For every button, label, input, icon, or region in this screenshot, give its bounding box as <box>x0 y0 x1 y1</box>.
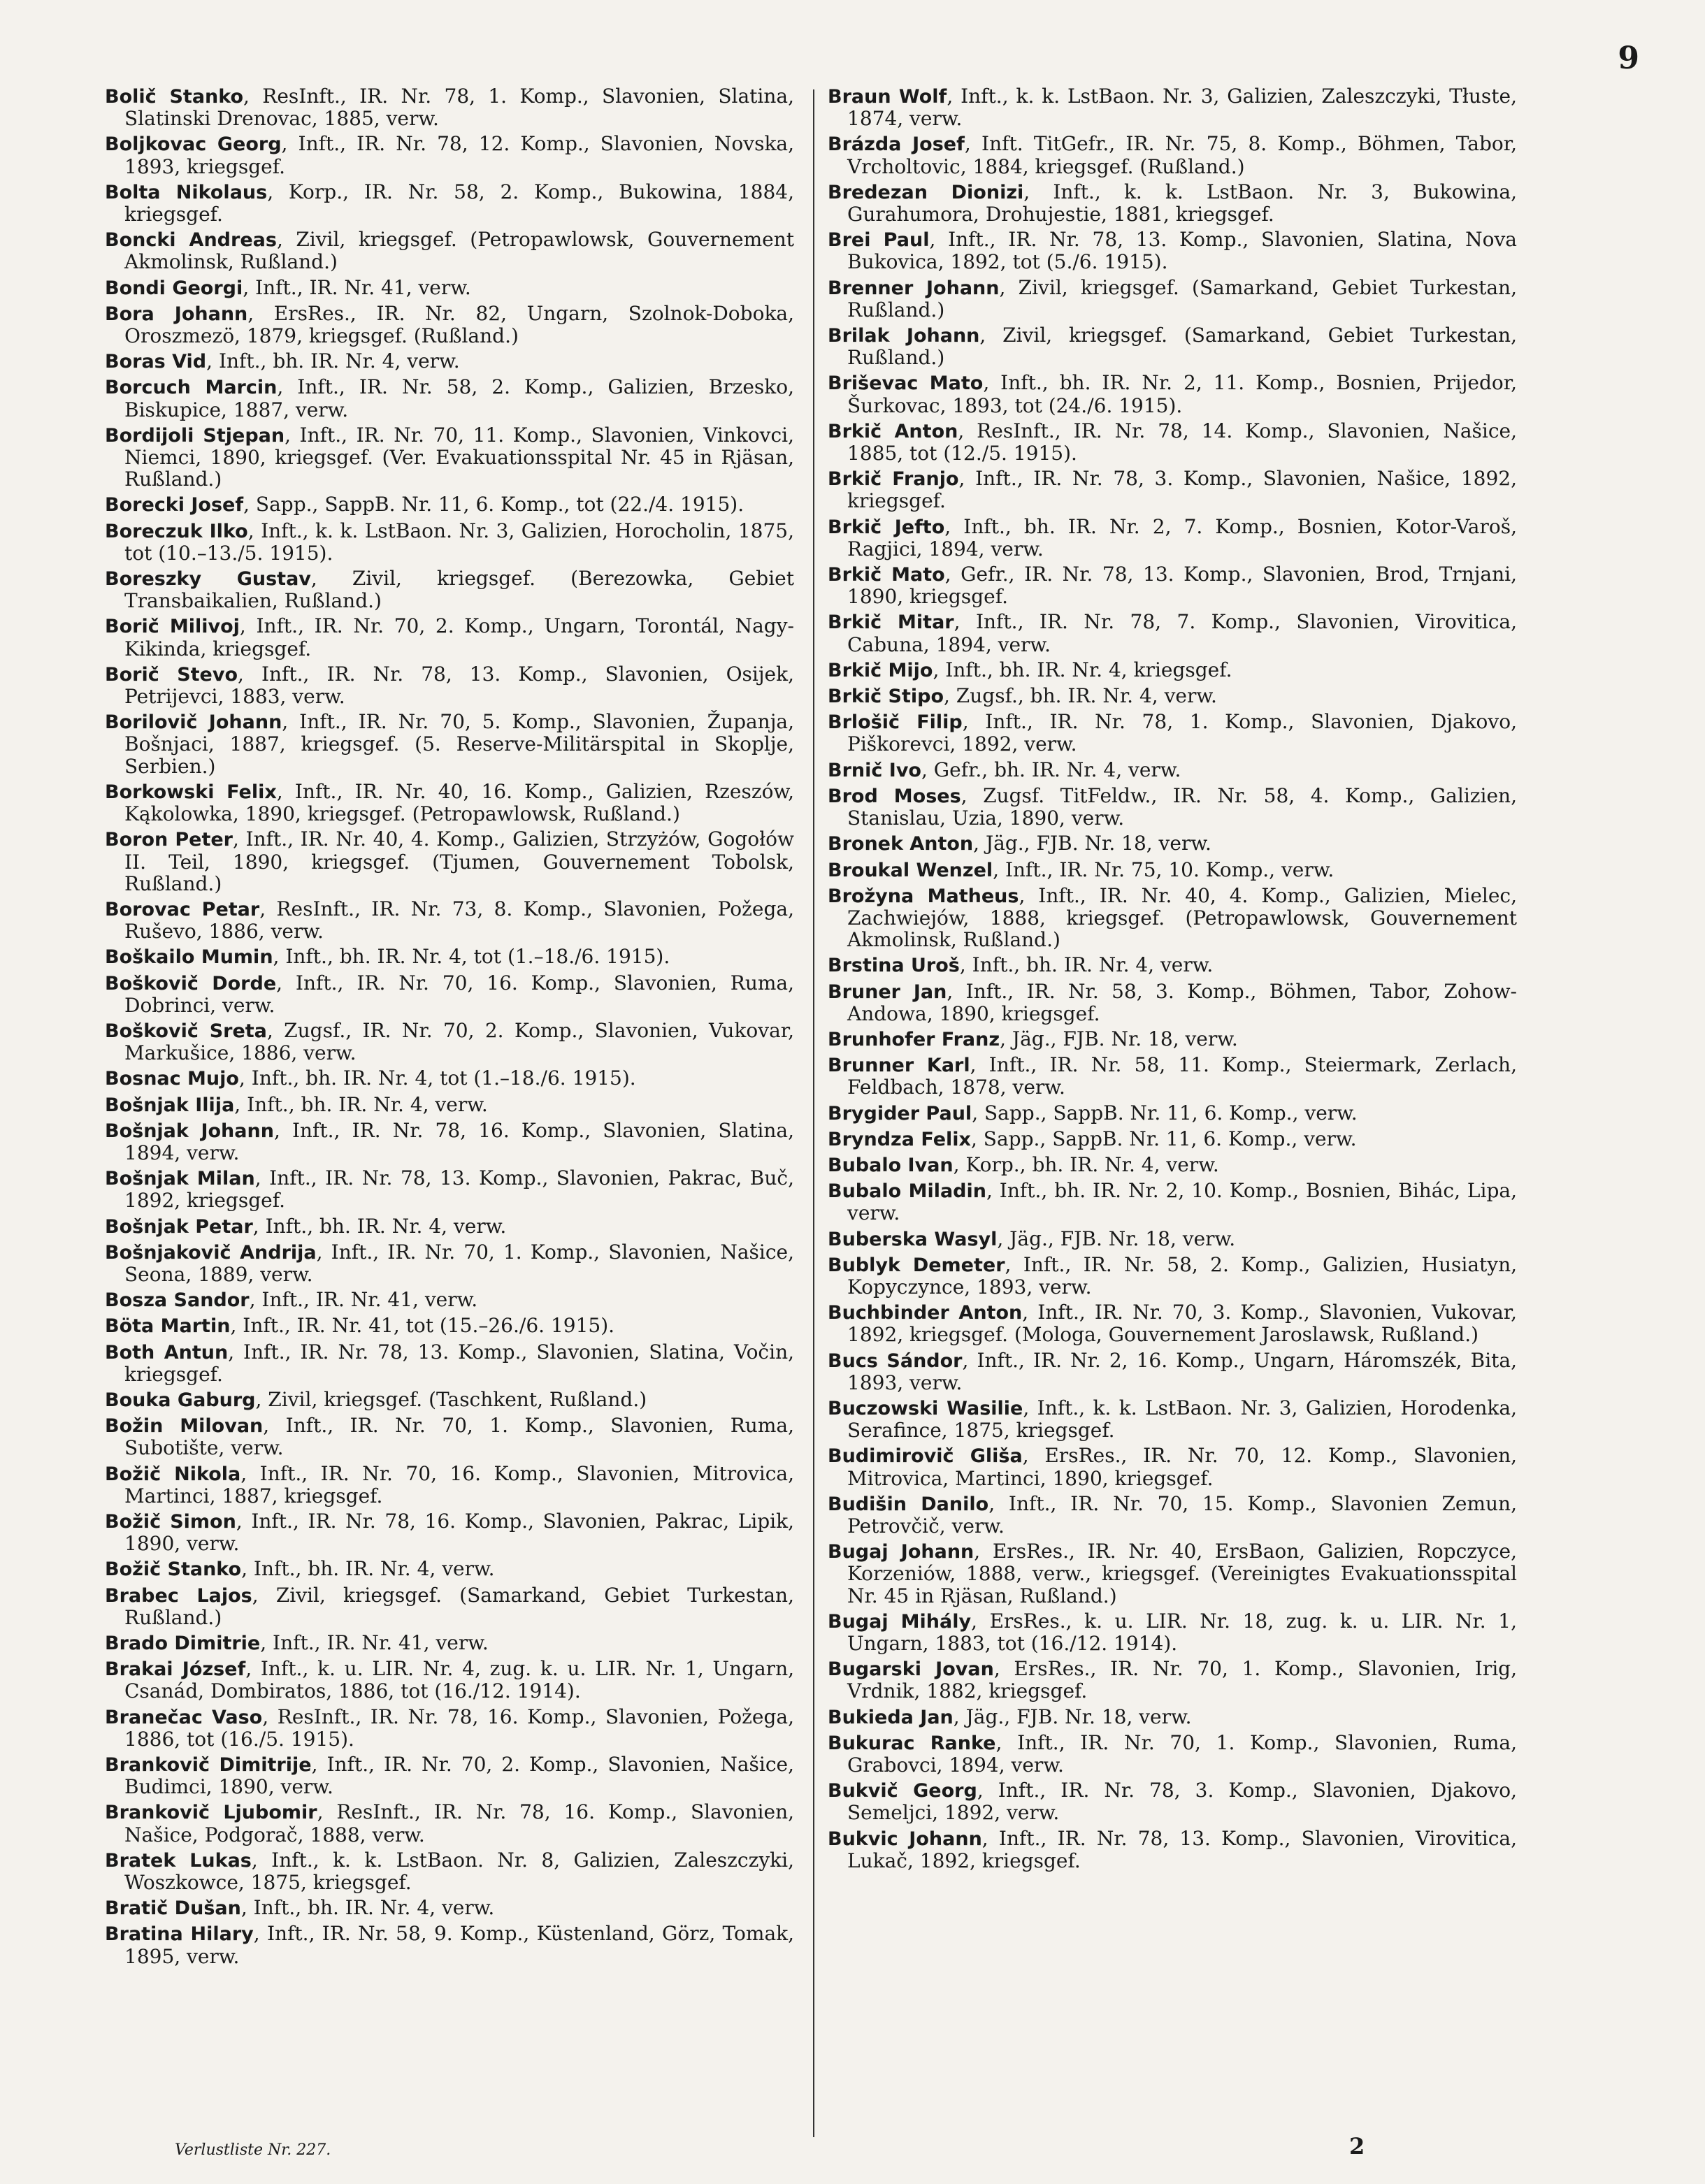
entry-details: , Inft., k. k. LstBaon. Nr. 3, Bukowina, Gurahumora, Drohujestie, 1881, kriegsgef. <box>847 180 1517 226</box>
list-entry <box>105 520 794 564</box>
entry-details: , Zivil, kriegsgef. (Berezowka, Gebiet Transbaikalien, Rußland.) <box>124 567 794 613</box>
entry-details: , Inft., IR. Nr. 58, 2. Komp., Galizien, Brzesko, Biskupice, 1887, verw. <box>124 375 795 421</box>
entry-details: , Zivil, kriegsgef. (Petropawlowsk, Gouvernement Akmolinsk, Rußland.) <box>124 228 794 274</box>
entry-name: Brkič Stipo <box>828 686 944 708</box>
entry-name: Brankovič Ljubomir <box>105 1802 317 1824</box>
entry-details: , Inft., bh. IR. Nr. 4, tot (1.–18./6. 1915). <box>238 1066 636 1090</box>
list-entry <box>105 277 794 299</box>
entry-name: Bosnac Mujo <box>105 1068 239 1090</box>
entry-name: Brlošič Filip <box>828 711 963 734</box>
entry-details: , Inft., IR. Nr. 70, 16. Komp., Slavonien, Mitrovica, Martinci, 1887, kriegsgef. <box>124 1461 794 1507</box>
list-entry <box>105 376 794 420</box>
entry-name: Bugarski Jovan <box>828 1658 994 1681</box>
list-entry <box>105 350 794 373</box>
list-entry <box>105 1632 794 1654</box>
entry-name: Brakai József <box>105 1658 246 1681</box>
entry-name: Boreszky Gustav <box>105 568 311 591</box>
entry-name: Boncki Andreas <box>105 229 277 252</box>
entry-details: , Inft., bh. IR. Nr. 4, tot (1.–18./6. 1915). <box>273 945 670 969</box>
list-entry <box>828 181 1517 225</box>
entry-name: Bolič Stanko <box>105 86 244 108</box>
entry-details: , Inft., IR. Nr. 58, 3. Komp., Böhmen, Tabor, Zohow-Andowa, 1890, kriegsgef. <box>847 979 1517 1025</box>
entry-details: , Inft., bh. IR. Nr. 2, 7. Komp., Bosnien, Kotor-Varoš, Ragjici, 1894, verw. <box>847 514 1517 561</box>
entry-name: Bukurac Ranke <box>828 1732 996 1754</box>
list-entry <box>105 1215 794 1238</box>
entry-details: , Inft., IR. Nr. 78, 13. Komp., Slavonien, Osijek, Petrijevci, 1883, verw. <box>124 662 794 709</box>
entry-name: Brázda Josef <box>828 133 965 156</box>
entry-name: Bucs Sándor <box>828 1350 963 1372</box>
list-entry <box>105 303 794 347</box>
list-entry <box>828 759 1517 781</box>
entry-details: , Sapp., SappB. Nr. 11, 6. Komp., tot (22./4. 1915). <box>243 493 744 516</box>
entry-name: Boras Vid <box>105 351 207 373</box>
entry-name: Buchbinder Anton <box>828 1302 1023 1324</box>
entry-name: Bugaj Johann <box>828 1541 974 1563</box>
list-entry <box>828 516 1517 560</box>
entry-details: , Inft., IR. Nr. 78, 13. Komp., Slavonien, Pakrac, Buč, 1892, kriegsgef. <box>124 1166 795 1213</box>
entry-name: Bruner Jan <box>828 981 947 1003</box>
list-entry <box>828 954 1517 976</box>
list-entry <box>105 1315 794 1337</box>
footer-list-number: Verlustliste Nr. 227. <box>175 2141 331 2159</box>
entry-details: , Inft., IR. Nr. 78, 3. Komp., Slavonien, Djakovo, Semeljci, 1892, verw. <box>847 1779 1518 1825</box>
list-entry <box>105 946 794 968</box>
entry-details: , Inft., IR. Nr. 70, 15. Komp., Slavonien Zemun, Petrovčič, verw. <box>847 1491 1517 1538</box>
entry-details: , ErsRes., IR. Nr. 82, Ungarn, Szolnok-Doboka, Oroszmezö, 1879, kriegsgef. (Rußland.) <box>124 301 795 348</box>
entry-name: Brkič Mato <box>828 564 945 586</box>
list-entry <box>828 1493 1517 1537</box>
entry-name: Bondi Georgi <box>105 277 243 299</box>
entry-details: , Inft., IR. Nr. 78, 13. Komp., Slavonien, Slatina, Vočin, kriegsgef. <box>124 1340 795 1386</box>
entry-details: , Inft., k. k. LstBaon. Nr. 3, Galizien, Horocholin, 1875, tot (10.–13./5. 1915). <box>124 519 794 565</box>
entry-details: , Inft., IR. Nr. 41, verw. <box>249 1288 478 1312</box>
entry-details: , Inft., IR. Nr. 70, 5. Komp., Slavonien, Županja, Bošnjaci, 1887, kriegsgef. (5. Reserve-Militärspital in Skoplje, Serbien.) <box>124 710 794 778</box>
entry-name: Brilak Johann <box>828 325 980 347</box>
list-entry <box>828 1028 1517 1050</box>
entry-name: Brkič Jefto <box>828 516 945 538</box>
entry-name: Boškailo Mumin <box>105 946 273 969</box>
list-entry <box>828 685 1517 707</box>
list-entry <box>828 277 1517 321</box>
list-entry <box>828 1054 1517 1098</box>
entry-name: Borič Stevo <box>105 663 238 686</box>
list-entry <box>828 1301 1517 1345</box>
entry-details: , Inft., bh. IR. Nr. 2, 10. Komp., Bosnien, Bihác, Lipa, verw. <box>847 1179 1517 1225</box>
list-entry <box>828 1779 1517 1823</box>
list-entry <box>828 1180 1517 1224</box>
entry-name: Bordijoli Stjepan <box>105 424 285 447</box>
list-entry <box>828 1828 1517 1872</box>
list-entry <box>828 468 1517 512</box>
footer-signature-mark: 2 <box>1349 2133 1365 2160</box>
entry-name: Boljkovac Georg <box>105 133 282 156</box>
entry-name: Brožyna Matheus <box>828 885 1019 907</box>
entry-details: , ResInft., IR. Nr. 78, 16. Komp., Slavonien, Požega, 1886, tot (16./5. 1915). <box>124 1705 794 1751</box>
entry-name: Bošnjak Milan <box>105 1168 255 1190</box>
list-entry <box>828 324 1517 368</box>
entry-name: Brunner Karl <box>828 1055 970 1077</box>
list-entry <box>105 1923 794 1967</box>
entry-details: , Inft., IR. Nr. 78, 16. Komp., Slavonien, Slatina, 1894, verw. <box>124 1118 795 1164</box>
entry-details: , Gefr., IR. Nr. 78, 13. Komp., Slavonien, Brod, Trnjani, 1890, kriegsgef. <box>847 563 1517 609</box>
page-number: 9 <box>1618 41 1639 76</box>
entry-name: Bošnjakovič Andrija <box>105 1241 317 1264</box>
list-entry <box>828 885 1517 951</box>
entry-details: , Inft., k. u. LIR. Nr. 4, zug. k. u. LIR. Nr. 1, Ungarn, Csanád, Dombiratos, 1886, tot (16./12. 1914). <box>124 1657 794 1703</box>
entry-details: , Jäg., FJB. Nr. 18, verw. <box>973 832 1211 855</box>
entry-name: Brei Paul <box>828 229 930 252</box>
entry-name: Bukvic Johann <box>828 1828 982 1850</box>
list-entry <box>828 1732 1517 1776</box>
entry-name: Brstina Uroš <box>828 955 960 977</box>
entry-name: Brkič Mijo <box>828 659 933 681</box>
entry-name: Bryndza Felix <box>828 1128 971 1150</box>
entry-name: Briševac Mato <box>828 373 984 395</box>
entry-name: Brkič Mitar <box>828 612 954 634</box>
entry-details: , Inft., IR. Nr. 70, 2. Komp., Slavonien, Našice, Budimci, 1890, verw. <box>124 1753 795 1799</box>
list-entry <box>828 1445 1517 1489</box>
entry-details: , ResInft., IR. Nr. 73, 8. Komp., Slavonien, Požega, Ruševo, 1886, verw. <box>124 897 794 943</box>
entry-details: , ResInft., IR. Nr. 78, 14. Komp., Slavonien, Našice, 1885, tot (12./5. 1915). <box>847 419 1517 465</box>
list-entry <box>105 1020 794 1064</box>
list-entry <box>105 424 794 491</box>
entry-details: , Inft., IR. Nr. 78, 13. Komp., Slavonien, Slatina, Nova Bukovica, 1892, tot (5./6. 1915). <box>847 228 1518 274</box>
list-entry <box>828 1350 1517 1394</box>
entry-details: , ErsRes., k. u. LIR. Nr. 18, zug. k. u. LIR. Nr. 1, Ungarn, 1883, tot (16./12. 1914). <box>847 1609 1517 1655</box>
entry-details: , Inft., IR. Nr. 40, 4. Komp., Galizien, Mielec, Zachwiejów, 1888, kriegsgef. (Petropawlowsk, Gouvernement Akmolinsk, Rußland.) <box>847 883 1517 952</box>
entry-details: , Inft., IR. Nr. 70, 2. Komp., Ungarn, Torontál, Nagy-Kikinda, kriegsgef. <box>124 614 794 660</box>
entry-details: , Inft., bh. IR. Nr. 4, verw. <box>959 953 1214 977</box>
entry-name: Brunhofer Franz <box>828 1028 1000 1050</box>
list-entry <box>105 781 794 825</box>
list-entry <box>105 615 794 659</box>
entry-details: , Inft., IR. Nr. 58, 2. Komp., Galizien, Husiatyn, Kopyczynce, 1893, verw. <box>847 1252 1518 1299</box>
entry-details: , Zugsf., IR. Nr. 70, 2. Komp., Slavonien, Vukovar, Markušice, 1886, verw. <box>124 1018 794 1065</box>
list-entry <box>105 133 794 177</box>
list-entry <box>828 372 1517 416</box>
entry-details: , Jäg., FJB. Nr. 18, verw. <box>1000 1027 1238 1050</box>
list-entry <box>105 493 794 516</box>
list-entry <box>828 1254 1517 1298</box>
list-entry <box>105 711 794 777</box>
list-entry <box>828 1154 1517 1176</box>
entry-name: Bredezan Dionizi <box>828 181 1024 203</box>
entry-name: Borovac Petar <box>105 898 260 920</box>
left-column <box>105 85 794 1971</box>
entry-details: , Inft., IR. Nr. 78, 16. Komp., Slavonien, Pakrac, Lipik, 1890, verw. <box>124 1509 795 1556</box>
entry-name: Bolta Nikolaus <box>105 181 268 203</box>
list-entry <box>828 832 1517 855</box>
entry-name: Böta Martin <box>105 1315 231 1338</box>
entry-name: Borcuch Marcin <box>105 377 278 399</box>
entry-name: Bošnjak Johann <box>105 1120 274 1142</box>
entry-name: Boškovič Sreta <box>105 1020 267 1042</box>
list-entry <box>828 659 1517 681</box>
list-entry <box>105 828 794 895</box>
entry-name: Brygider Paul <box>828 1102 972 1124</box>
entry-name: Buberska Wasyl <box>828 1228 998 1250</box>
entry-details: , Inft., IR. Nr. 40, 4. Komp., Galizien, Strzyżów, Gogołów II. Teil, 1890, kriegsgef. (Tjumen, Gouvernement Tobolsk, Rußland.) <box>124 827 794 895</box>
entry-name: Brankovič Dimitrije <box>105 1754 312 1777</box>
entry-details: , Zivil, kriegsgef. (Samarkand, Gebiet Turkestan, Rußland.) <box>847 324 1517 370</box>
entry-name: Božič Stanko <box>105 1559 242 1581</box>
entry-name: Brabec Lajos <box>105 1584 252 1607</box>
list-entry <box>105 85 794 129</box>
entry-details: , Inft., IR. Nr. 41, verw. <box>260 1631 489 1654</box>
list-entry <box>828 1540 1517 1607</box>
entry-details: , Sapp., SappB. Nr. 11, 6. Komp., verw. <box>972 1101 1358 1124</box>
entry-name: Bratina Hilary <box>105 1923 254 1946</box>
entry-name: Bublyk Demeter <box>828 1254 1005 1276</box>
entry-details: , Inft., bh. IR. Nr. 4, kriegsgef. <box>933 658 1232 681</box>
entry-name: Bronek Anton <box>828 833 974 855</box>
entry-name: Božič Simon <box>105 1510 236 1533</box>
entry-details: , Inft., bh. IR. Nr. 4, verw. <box>252 1214 507 1238</box>
entry-details: , Zivil, kriegsgef. (Samarkand, Gebiet Turkestan, Rußland.) <box>847 275 1517 321</box>
list-entry <box>105 1849 794 1893</box>
list-entry <box>105 1241 794 1285</box>
entry-details: , Inft., bh. IR. Nr. 4, verw. <box>240 1896 495 1920</box>
entry-details: , Inft., IR. Nr. 41, tot (15.–26./6. 1915). <box>230 1314 615 1338</box>
entry-details: , Zivil, kriegsgef. (Taschkent, Rußland.) <box>255 1387 647 1411</box>
entry-details: , Jäg., FJB. Nr. 18, verw. <box>953 1705 1192 1728</box>
entry-details: , Inft., k. k. LstBaon. Nr. 8, Galizien, Zaleszczyki, Woszkowce, 1875, kriegsgef. <box>124 1848 794 1895</box>
list-entry <box>828 563 1517 607</box>
list-entry <box>828 1658 1517 1702</box>
list-entry <box>105 1415 794 1459</box>
entry-details: , ErsRes., IR. Nr. 70, 12. Komp., Slavonien, Mitrovica, Martinci, 1890, kriegsgef. <box>847 1444 1518 1490</box>
entry-details: , Korp., bh. IR. Nr. 4, verw. <box>953 1152 1219 1176</box>
list-entry <box>828 1128 1517 1150</box>
entry-details: , Inft., IR. Nr. 70, 11. Komp., Slavonien, Vinkovci, Niemci, 1890, kriegsgef. (Ver. Evakuationsspital Nr. 45 in Rjäsan, Rußland.) <box>124 423 794 491</box>
list-entry <box>105 1094 794 1116</box>
entry-details: , Inft., IR. Nr. 58, 9. Komp., Küstenland, Görz, Tomak, 1895, verw. <box>124 1922 795 1968</box>
entry-name: Brod Moses <box>828 785 961 807</box>
list-entry <box>105 567 794 612</box>
list-entry <box>105 972 794 1016</box>
entry-details: , Zugsf. TitFeldw., IR. Nr. 58, 4. Komp., Galizien, Stanislau, Uzia, 1890, verw. <box>847 783 1517 830</box>
entry-details: , Inft., IR. Nr. 70, 1. Komp., Slavonien, Ruma, Grabovci, 1894, verw. <box>847 1730 1517 1777</box>
entry-name: Brkič Franjo <box>828 468 959 491</box>
list-entry <box>828 611 1517 655</box>
list-entry <box>105 1801 794 1845</box>
list-entry <box>105 1584 794 1628</box>
list-entry <box>828 1706 1517 1728</box>
entry-name: Buczowski Wasilie <box>828 1397 1023 1419</box>
entry-name: Bora Johann <box>105 303 248 325</box>
entry-name: Budišin Danilo <box>828 1493 989 1515</box>
entry-details: , Zivil, kriegsgef. (Samarkand, Gebiet Turkestan, Rußland.) <box>124 1583 794 1629</box>
entry-name: Bošnjak Petar <box>105 1215 253 1238</box>
entry-name: Bratič Dušan <box>105 1897 241 1920</box>
entry-name: Braun Wolf <box>828 86 947 108</box>
entry-details: , Inft., IR. Nr. 78, 1. Komp., Slavonien, Djakovo, Piškorevci, 1892, verw. <box>847 710 1517 756</box>
entry-details: , ErsRes., IR. Nr. 40, ErsBaon, Galizien, Ropczyce, Korzeniów, 1888, verw., kriegsgef. (Vereinigtes Evakuationsspital Nr. 45 in Rjäsan, Rußland.) <box>847 1540 1518 1607</box>
list-entry <box>828 1610 1517 1654</box>
entry-name: Bubalo Ivan <box>828 1154 954 1176</box>
list-entry <box>828 711 1517 755</box>
list-entry <box>105 1167 794 1211</box>
list-entry <box>105 1558 794 1580</box>
entry-details: , Inft., k. k. LstBaon. Nr. 3, Galizien, Zaleszczyki, Tłuste, 1874, verw. <box>847 85 1517 131</box>
entry-name: Both Antun <box>105 1341 229 1364</box>
list-entry <box>105 229 794 273</box>
list-entry <box>105 1389 794 1411</box>
list-entry <box>105 1067 794 1090</box>
entry-name: Božič Nikola <box>105 1463 241 1485</box>
list-entry <box>105 1658 794 1702</box>
list-entry <box>105 1341 794 1385</box>
entry-name: Bouka Gaburg <box>105 1389 256 1411</box>
entry-details: , ResInft., IR. Nr. 78, 1. Komp., Slavonien, Slatina, Slatinski Drenovac, 1885, verw. <box>124 85 794 131</box>
entry-details: , Inft., bh. IR. Nr. 4, verw. <box>241 1557 495 1581</box>
entry-details: , Inft., bh. IR. Nr. 4, verw. <box>234 1092 488 1116</box>
list-entry <box>105 898 794 942</box>
entry-name: Borilovič Johann <box>105 711 282 734</box>
entry-details: , Inft., IR. Nr. 75, 10. Komp., verw. <box>993 858 1334 881</box>
entry-name: Boron Peter <box>105 829 233 851</box>
entry-details: , Inft., IR. Nr. 58, 11. Komp., Steiermark, Zerlach, Feldbach, 1878, verw. <box>847 1053 1517 1099</box>
entry-details: , ResInft., IR. Nr. 78, 16. Komp., Slavonien, Našice, Podgorač, 1888, verw. <box>124 1800 794 1846</box>
entry-details: , Inft., IR. Nr. 70, 16. Komp., Slavonien, Ruma, Dobrinci, verw. <box>124 971 794 1017</box>
list-entry <box>105 1510 794 1554</box>
entry-details: , Inft., IR. Nr. 41, verw. <box>243 275 471 299</box>
entry-details: , Inft., IR. Nr. 78, 12. Komp., Slavonien, Novska, 1893, kriegsgef. <box>124 132 795 178</box>
entry-details: , Inft., IR. Nr. 78, 7. Komp., Slavonien, Virovitica, Cabuna, 1894, verw. <box>847 610 1518 656</box>
list-entry <box>828 859 1517 881</box>
entry-name: Bubalo Miladin <box>828 1180 986 1203</box>
entry-name: Božin Milovan <box>105 1415 264 1438</box>
entry-name: Borecki Josef <box>105 494 244 516</box>
list-entry <box>828 1228 1517 1250</box>
right-column <box>828 85 1517 1971</box>
entry-details: , Gefr., bh. IR. Nr. 4, verw. <box>921 758 1181 781</box>
entry-name: Broukal Wenzel <box>828 859 993 881</box>
entry-name: Borič Milivoj <box>105 616 240 638</box>
entry-name: Bosza Sandor <box>105 1289 250 1312</box>
entry-name: Brnič Ivo <box>828 759 921 781</box>
entry-name: Bukieda Jan <box>828 1706 954 1728</box>
list-entry <box>105 663 794 707</box>
entry-name: Bošnjak Ilija <box>105 1094 235 1116</box>
entry-name: Borkowski Felix <box>105 781 277 803</box>
columns <box>105 85 1517 1971</box>
entry-name: Budimirovič Gliša <box>828 1445 1023 1468</box>
list-entry <box>828 85 1517 129</box>
entry-details: , Inft., IR. Nr. 78, 13. Komp., Slavonien, Virovitica, Lukač, 1892, kriegsgef. <box>847 1826 1518 1872</box>
list-entry <box>105 1289 794 1311</box>
entry-details: , Inft., IR. Nr. 70, 1. Komp., Slavonien, Našice, Seona, 1889, verw. <box>124 1240 794 1286</box>
list-entry <box>828 1397 1517 1441</box>
entry-name: Bukvič Georg <box>828 1780 977 1802</box>
entry-details: , ErsRes., IR. Nr. 70, 1. Komp., Slavonien, Irig, Vrdnik, 1882, kriegsgef. <box>847 1657 1518 1703</box>
list-entry <box>828 133 1517 177</box>
entry-details: , Sapp., SappB. Nr. 11, 6. Komp., verw. <box>970 1127 1357 1150</box>
entry-details: , Inft., bh. IR. Nr. 2, 11. Komp., Bosnien, Prijedor, Šurkovac, 1893, tot (24./6. 1915). <box>847 371 1517 417</box>
list-entry <box>828 785 1517 829</box>
entry-name: Bugaj Mihály <box>828 1610 972 1633</box>
list-entry <box>105 1753 794 1798</box>
entry-details: , Inft., IR. Nr. 70, 1. Komp., Slavonien, Ruma, Subotište, verw. <box>124 1414 794 1460</box>
entry-details: , Inft., IR. Nr. 2, 16. Komp., Ungarn, Háromszék, Bita, 1893, verw. <box>847 1348 1517 1394</box>
entry-name: Boškovič Dorde <box>105 972 277 995</box>
entry-details: , Inft., IR. Nr. 78, 3. Komp., Slavonien, Našice, 1892, kriegsgef. <box>847 467 1517 513</box>
entry-name: Boreczuk Ilko <box>105 520 248 542</box>
entry-details: , Inft. TitGefr., IR. Nr. 75, 8. Komp., Böhmen, Tabor, Vrcholtovic, 1884, kriegsgef. (Rußland.) <box>847 132 1517 178</box>
entry-details: , Zugsf., bh. IR. Nr. 4, verw. <box>944 684 1217 708</box>
list-entry <box>828 420 1517 464</box>
entry-details: , Inft., k. k. LstBaon. Nr. 3, Galizien, Horodenka, Serafince, 1875, kriegsgef. <box>847 1396 1517 1442</box>
entry-name: Branečac Vaso <box>105 1706 263 1728</box>
entry-name: Bratek Lukas <box>105 1849 252 1872</box>
entry-details: , Korp., IR. Nr. 58, 2. Komp., Bukowina, 1884, kriegsgef. <box>124 180 794 226</box>
list-entry <box>105 1706 794 1750</box>
list-entry <box>828 229 1517 273</box>
list-entry <box>105 1120 794 1164</box>
entry-name: Brado Dimitrie <box>105 1633 261 1654</box>
entry-details: , Inft., IR. Nr. 70, 3. Komp., Slavonien, Vukovar, 1892, kriegsgef. (Mologa, Gouvernement Jaroslawsk, Rußland.) <box>847 1301 1517 1347</box>
entry-name: Brkič Anton <box>828 420 958 442</box>
entry-details: , Jäg., FJB. Nr. 18, verw. <box>997 1227 1236 1250</box>
entry-details: , Inft., bh. IR. Nr. 4, verw. <box>206 349 460 373</box>
list-entry <box>105 181 794 225</box>
entry-details: , Inft., IR. Nr. 40, 16. Komp., Galizien, Rzeszów, Kąkolowka, 1890, kriegsgef. (Petropawlowsk, Rußland.) <box>124 779 794 826</box>
list-entry <box>828 1102 1517 1124</box>
list-entry <box>828 981 1517 1025</box>
entry-name: Brenner Johann <box>828 277 1000 299</box>
list-entry <box>105 1897 794 1919</box>
list-entry <box>105 1463 794 1507</box>
